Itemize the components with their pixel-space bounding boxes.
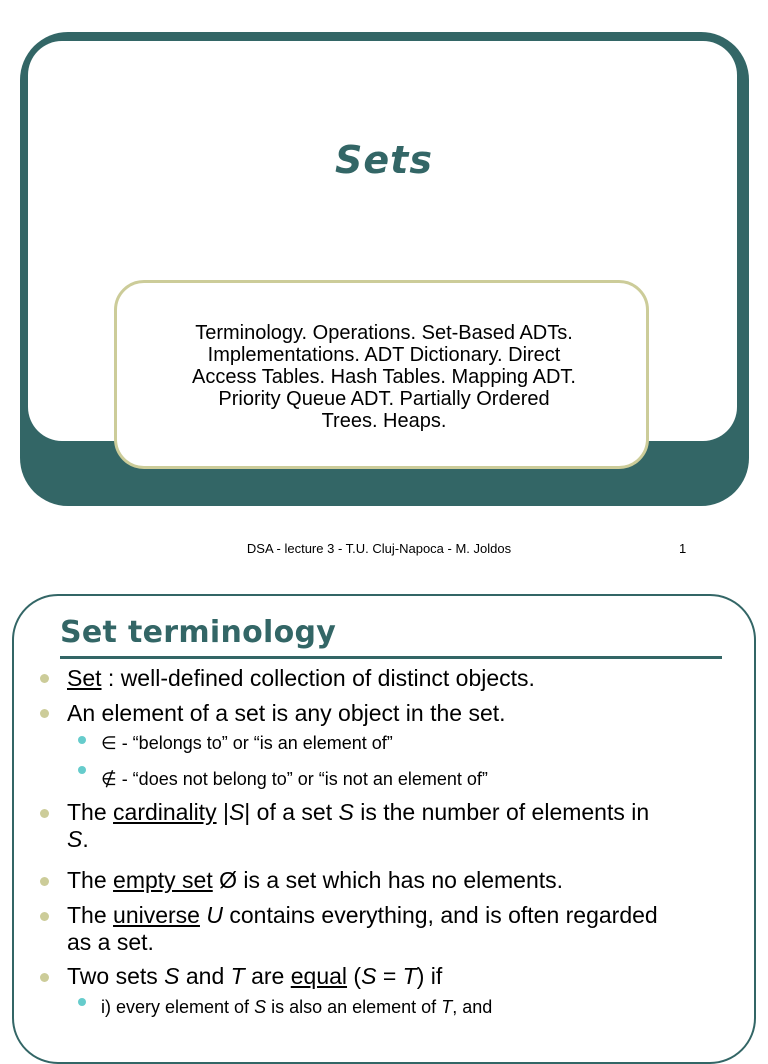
bullet-dot	[40, 709, 49, 718]
bullet-empty-set	[67, 866, 563, 894]
text-fragment: is a set which has no elements.	[237, 867, 564, 893]
subtitle-line: Terminology. Operations. Set-Based ADTs.	[195, 322, 573, 344]
subtitle-text	[140, 322, 628, 432]
variable: U	[206, 902, 223, 928]
variable: S	[361, 963, 377, 989]
bullet-dot	[40, 877, 49, 886]
text-fragment: The	[67, 799, 114, 825]
bullet-element-definition: An element of a set is any object in the set.	[67, 700, 506, 726]
bullet-cardinality	[67, 798, 649, 826]
sub-bullet-dot	[78, 736, 86, 744]
variable: S	[338, 799, 354, 825]
bullet-set-definition	[67, 664, 535, 692]
bullet-dot	[40, 973, 49, 982]
bullet-dot	[40, 912, 49, 921]
subtitle-line: Implementations. ADT Dictionary. Direct	[207, 344, 561, 366]
text-fragment: | of a set	[244, 799, 339, 825]
text-fragment: |	[216, 799, 229, 825]
bullet-universe-cont: as a set.	[67, 929, 154, 955]
text-fragment: , and	[452, 997, 493, 1017]
text-fragment: (	[347, 963, 362, 989]
slide-title: Sets	[335, 138, 433, 182]
subtitle-line: Access Tables. Hash Tables. Mapping ADT.	[192, 366, 576, 388]
slide-footer: DSA - lecture 3 - T.U. Cluj-Napoca - M. Joldos	[246, 541, 512, 556]
bullet-text: : well-defined collection of distinct objects.	[101, 665, 535, 691]
variable: S	[254, 997, 267, 1017]
bullet-universe	[67, 901, 658, 929]
sub-bullet-equality-condition	[101, 996, 492, 1018]
text-fragment: The	[67, 867, 114, 893]
heading-rule	[60, 656, 722, 659]
empty-set-symbol: Ø	[219, 867, 238, 893]
sub-bullet-text: - “belongs to” or “is an element of”	[116, 733, 393, 753]
subtitle-line: Priority Queue ADT. Partially Ordered	[218, 388, 550, 410]
term-universe: universe	[113, 902, 200, 928]
bullet-equal-sets	[67, 962, 442, 990]
text-fragment: and	[179, 963, 231, 989]
variable: S	[164, 963, 180, 989]
text-fragment: is the number of elements in	[353, 799, 650, 825]
text-fragment: are	[244, 963, 291, 989]
slide-heading: Set terminology	[60, 615, 337, 650]
subtitle-line: Trees. Heaps.	[321, 410, 447, 432]
variable: T	[402, 963, 417, 989]
page-number: 1	[679, 541, 687, 556]
term-empty-set: empty set	[113, 867, 213, 893]
text-fragment: is also an element of	[266, 997, 442, 1017]
sub-bullet-dot	[78, 998, 86, 1006]
variable: S	[228, 799, 245, 825]
variable: S	[67, 826, 83, 852]
term-cardinality: cardinality	[113, 799, 217, 825]
term-set: Set	[67, 665, 102, 691]
term-equal: equal	[290, 963, 348, 989]
sub-bullet-element-of	[101, 732, 393, 754]
text-fragment: ) if	[416, 963, 443, 989]
bullet-dot	[40, 674, 49, 683]
text-fragment: contains everything, and is often regarded	[222, 902, 658, 928]
text-fragment: i) every element of	[101, 997, 255, 1017]
variable: T	[230, 963, 245, 989]
sub-bullet-dot	[78, 766, 86, 774]
bullet-dot	[40, 809, 49, 818]
sub-bullet-not-element-of	[101, 768, 488, 790]
bullet-cardinality-cont	[67, 825, 89, 853]
text-fragment: Two sets	[67, 963, 165, 989]
text-fragment: .	[82, 826, 89, 852]
text-fragment: =	[376, 963, 403, 989]
not-element-of-symbol: ∉	[101, 769, 117, 789]
element-of-symbol: ∈	[101, 733, 117, 753]
variable: T	[441, 997, 453, 1017]
sub-bullet-text: - “does not belong to” or “is not an element of”	[116, 769, 488, 789]
text-fragment: The	[67, 902, 114, 928]
